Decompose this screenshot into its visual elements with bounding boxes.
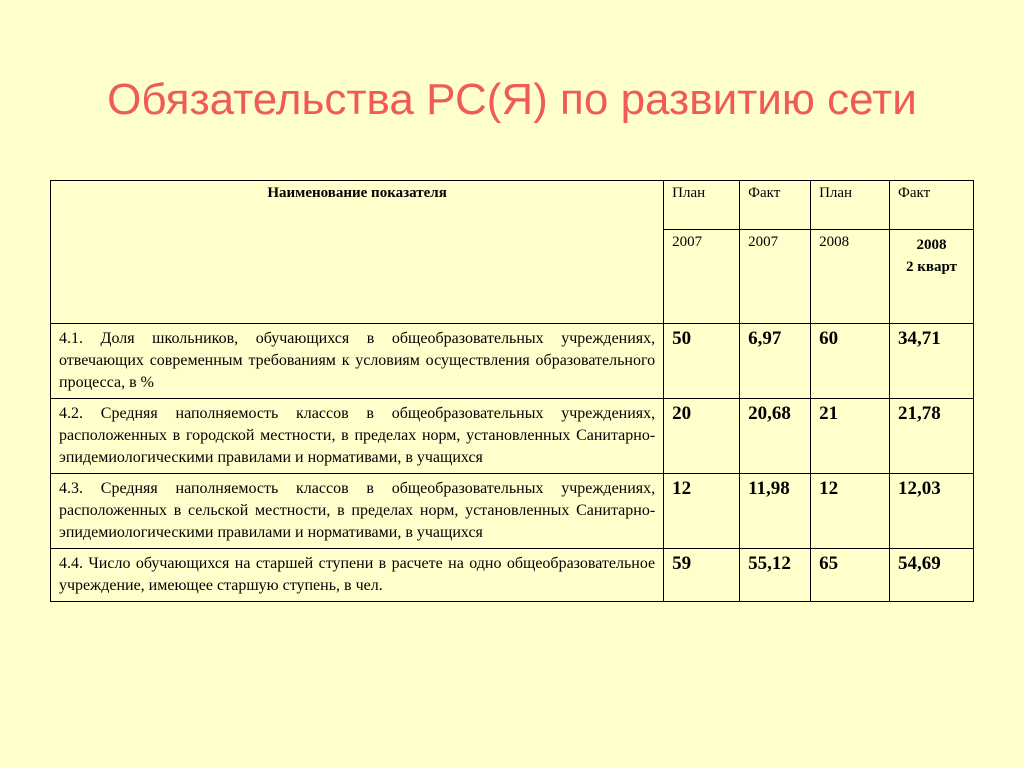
table-row — [51, 324, 974, 399]
table-row — [51, 474, 974, 549]
value-fact-2008: 12,03 — [890, 474, 974, 549]
indicator-name: 4.1. Доля школьников, обучающихся в общеобразовательных учреждениях, отвечающих современным требованиям к условиям осуществления образовательного процесса, в % — [51, 324, 664, 399]
indicator-column-header: Наименование показателя — [51, 181, 664, 324]
value-fact-2008: 21,78 — [890, 399, 974, 474]
indicator-name: 4.4. Число обучающихся на старшей ступени в расчете на одно общеобразовательное учреждение, имеющее старшую ступень, в чел. — [51, 549, 664, 602]
column-label: Факт — [890, 181, 974, 230]
value-fact-2007: 11,98 — [740, 474, 811, 549]
column-label: План — [664, 181, 740, 230]
value-plan-2008: 65 — [811, 549, 890, 602]
value-plan-2007: 20 — [664, 399, 740, 474]
value-fact-2008: 54,69 — [890, 549, 974, 602]
slide-title: Обязательства РС(Я) по развитию сети — [107, 75, 917, 124]
value-plan-2008: 21 — [811, 399, 890, 474]
column-year: 2008 — [811, 230, 890, 324]
column-year-period — [890, 230, 974, 324]
value-plan-2007: 50 — [664, 324, 740, 399]
table-row — [51, 399, 974, 474]
column-year: 2008 — [916, 237, 947, 253]
value-plan-2007: 59 — [664, 549, 740, 602]
table-row — [51, 549, 974, 602]
column-year: 2007 — [664, 230, 740, 324]
indicators-table — [50, 180, 974, 602]
value-fact-2007: 6,97 — [740, 324, 811, 399]
value-plan-2008: 12 — [811, 474, 890, 549]
column-year: 2007 — [740, 230, 811, 324]
value-fact-2007: 20,68 — [740, 399, 811, 474]
column-period: 2 кварт — [905, 259, 957, 275]
value-plan-2007: 12 — [664, 474, 740, 549]
value-fact-2008: 34,71 — [890, 324, 974, 399]
indicator-name: 4.3. Средняя наполняемость классов в общеобразовательных учреждениях, расположенных в сельской местности, в пределах норм, установленных Санитарно-эпидемиологическими правилами и нормативами, в учащихся — [51, 474, 664, 549]
column-label: План — [811, 181, 890, 230]
indicator-name: 4.2. Средняя наполняемость классов в общеобразовательных учреждениях, расположенных в городской местности, в пределах норм, установленных Санитарно-эпидемиологическими правилами и нормативами, в учащихся — [51, 399, 664, 474]
column-label: Факт — [740, 181, 811, 230]
value-fact-2007: 55,12 — [740, 549, 811, 602]
table-header-row — [51, 181, 974, 230]
value-plan-2008: 60 — [811, 324, 890, 399]
